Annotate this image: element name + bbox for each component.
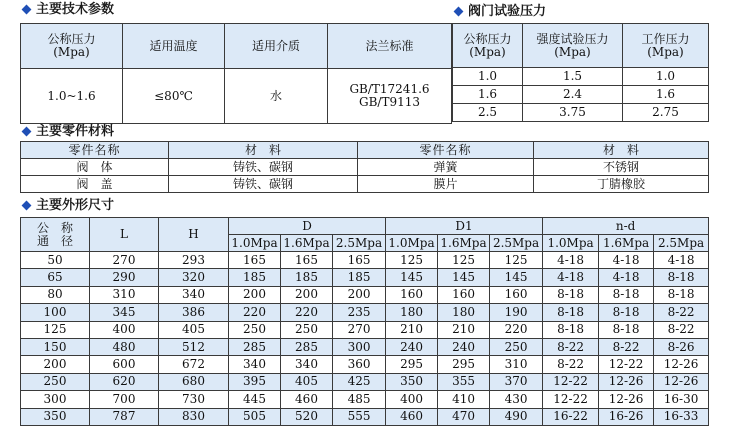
- table-row: [453, 86, 709, 104]
- table-row: [21, 269, 709, 286]
- table-cell: 185: [281, 269, 333, 286]
- table-cell: 145: [490, 269, 543, 286]
- table-cell: 290: [90, 269, 159, 286]
- header-cell: 适用温度: [123, 24, 225, 69]
- table-cell: 150: [21, 338, 90, 355]
- table-cell: 1.6: [623, 86, 709, 104]
- table-row: [21, 304, 709, 321]
- table-cell: 200: [229, 286, 281, 303]
- header-cell: 公称压力 (Mpa): [453, 24, 523, 68]
- table-cell: 430: [490, 391, 543, 408]
- table-cell: 350: [386, 373, 438, 390]
- table-row: [21, 338, 709, 355]
- nd-header-cell: n-d: [543, 218, 709, 235]
- table-row: [21, 286, 709, 303]
- table-cell: 8-22: [599, 338, 654, 355]
- table-cell: 165: [281, 252, 333, 269]
- table-cell: 425: [333, 373, 386, 390]
- table-cell: 270: [90, 252, 159, 269]
- table-cell: 1.5: [523, 68, 623, 86]
- table-cell: 200: [281, 286, 333, 303]
- table-cell: 405: [159, 321, 229, 338]
- table-cell: 125: [438, 252, 490, 269]
- table-row: [21, 176, 709, 193]
- table-cell: 8-22: [654, 321, 709, 338]
- table-cell: 125: [386, 252, 438, 269]
- table-cell: 200: [21, 356, 90, 373]
- table-cell: 460: [386, 408, 438, 425]
- table-cell: 400: [90, 321, 159, 338]
- table-cell: 285: [281, 338, 333, 355]
- diamond-bullet-icon: [22, 200, 32, 210]
- tech-params-table: [20, 23, 452, 124]
- section-title-parts: 主要零件材料: [20, 124, 114, 140]
- table-cell: 240: [386, 338, 438, 355]
- table-cell: 340: [159, 286, 229, 303]
- table-cell: 235: [333, 304, 386, 321]
- header-cell: 适用介质: [225, 24, 328, 69]
- table-row: [21, 391, 709, 408]
- table-row: [453, 68, 709, 86]
- header-cell: 法兰标准: [328, 24, 452, 69]
- table-cell: 250: [229, 321, 281, 338]
- table-cell: 2.4: [523, 86, 623, 104]
- table-cell: 270: [333, 321, 386, 338]
- pressure-header-cell: 1.6Mpa: [438, 235, 490, 252]
- table-header-row: [21, 218, 709, 235]
- table-header-row: [21, 142, 709, 159]
- table-cell: 膜片: [358, 176, 534, 193]
- table-cell: 310: [490, 356, 543, 373]
- table-cell: 295: [438, 356, 490, 373]
- table-cell: 360: [333, 356, 386, 373]
- table-cell: 160: [438, 286, 490, 303]
- table-header-row: [21, 24, 452, 69]
- diamond-bullet-icon: [22, 4, 32, 14]
- table-cell: 1.6: [453, 86, 523, 104]
- table-cell: 2.75: [623, 104, 709, 122]
- table-cell: 680: [159, 373, 229, 390]
- table-cell: 180: [438, 304, 490, 321]
- table-cell: 铸铁、碳钢: [169, 159, 358, 176]
- table-cell: 8-18: [599, 286, 654, 303]
- table-cell: 8-22: [654, 304, 709, 321]
- table-cell: 370: [490, 373, 543, 390]
- pressure-header-cell: 1.0Mpa: [386, 235, 438, 252]
- table-cell: 12-26: [599, 373, 654, 390]
- table-cell: 100: [21, 304, 90, 321]
- test-pressure-table: [452, 23, 709, 122]
- table-cell: 405: [281, 373, 333, 390]
- table-cell: 480: [90, 338, 159, 355]
- table-cell: 弹簧: [358, 159, 534, 176]
- table-cell: 386: [159, 304, 229, 321]
- table-cell: 285: [229, 338, 281, 355]
- table-row: [21, 252, 709, 269]
- table-cell: 12-26: [599, 391, 654, 408]
- table-cell: 16-30: [654, 391, 709, 408]
- table-cell: 460: [281, 391, 333, 408]
- table-cell: 145: [438, 269, 490, 286]
- table-cell: 410: [438, 391, 490, 408]
- table-cell: 555: [333, 408, 386, 425]
- table-cell: 180: [386, 304, 438, 321]
- table-cell: 4-18: [543, 252, 599, 269]
- table-cell: 490: [490, 408, 543, 425]
- table-cell: 1.0~1.6: [21, 69, 123, 124]
- table-cell: 8-18: [599, 304, 654, 321]
- section-title-dims: 主要外形尺寸: [20, 198, 114, 214]
- header-cell: 材 料: [169, 142, 358, 159]
- table-header-row: [453, 24, 709, 68]
- table-cell: 16-33: [654, 408, 709, 425]
- header-cell: 工作压力 (Mpa): [623, 24, 709, 68]
- table-row: [21, 159, 709, 176]
- header-cell: 材 料: [534, 142, 709, 159]
- table-cell: 165: [333, 252, 386, 269]
- table-cell: 65: [21, 269, 90, 286]
- table-cell: 12-22: [543, 391, 599, 408]
- table-cell: 185: [333, 269, 386, 286]
- table-cell: 400: [386, 391, 438, 408]
- table-cell: 2.5: [453, 104, 523, 122]
- table-cell: 8-18: [654, 286, 709, 303]
- table-cell: 250: [490, 338, 543, 355]
- table-cell: 300: [21, 391, 90, 408]
- table-cell: 8-18: [543, 286, 599, 303]
- table-cell: 470: [438, 408, 490, 425]
- table-cell: 350: [21, 408, 90, 425]
- section-title-test: 阀门试验压力: [452, 4, 546, 20]
- table-cell: 210: [386, 321, 438, 338]
- pressure-header-cell: 1.0Mpa: [229, 235, 281, 252]
- pressure-header-cell: 2.5Mpa: [490, 235, 543, 252]
- table-cell: 310: [90, 286, 159, 303]
- table-cell: 80: [21, 286, 90, 303]
- table-cell: 520: [281, 408, 333, 425]
- header-cell: 公称压力 (Mpa): [21, 24, 123, 69]
- table-cell: 160: [490, 286, 543, 303]
- table-cell: 1.0: [453, 68, 523, 86]
- table-cell: 160: [386, 286, 438, 303]
- pressure-header-cell: 1.6Mpa: [599, 235, 654, 252]
- section-title-tech: 主要技术参数: [20, 2, 114, 18]
- table-row: [21, 356, 709, 373]
- table-cell: 阀 盖: [21, 176, 169, 193]
- header-cell: 零件名称: [358, 142, 534, 159]
- table-cell: 16-22: [543, 408, 599, 425]
- pressure-header-cell: 2.5Mpa: [654, 235, 709, 252]
- table-cell: 8-18: [543, 321, 599, 338]
- table-cell: 295: [386, 356, 438, 373]
- header-cell: 强度试验压力 (Mpa): [523, 24, 623, 68]
- table-cell: 505: [229, 408, 281, 425]
- table-cell: 165: [229, 252, 281, 269]
- table-cell: 220: [490, 321, 543, 338]
- table-cell: 340: [281, 356, 333, 373]
- table-cell: 145: [386, 269, 438, 286]
- H-header-cell: H: [159, 218, 229, 252]
- table-cell: 250: [281, 321, 333, 338]
- table-cell: 293: [159, 252, 229, 269]
- header-cell: 零件名称: [21, 142, 169, 159]
- table-cell: 355: [438, 373, 490, 390]
- table-cell: 50: [21, 252, 90, 269]
- table-cell: 12-26: [654, 356, 709, 373]
- table-cell: ≤80℃: [123, 69, 225, 124]
- table-cell: 620: [90, 373, 159, 390]
- pressure-header-cell: 1.0Mpa: [543, 235, 599, 252]
- table-cell: 12-22: [543, 373, 599, 390]
- table-cell: 8-26: [654, 338, 709, 355]
- table-cell: 8-22: [543, 356, 599, 373]
- table-row: [21, 69, 452, 124]
- table-cell: 8-18: [543, 304, 599, 321]
- table-cell: GB/T17241.6 GB/T9113: [328, 69, 452, 124]
- table-cell: 125: [21, 321, 90, 338]
- table-cell: 700: [90, 391, 159, 408]
- pressure-header-cell: 1.6Mpa: [281, 235, 333, 252]
- L-header-cell: L: [90, 218, 159, 252]
- table-cell: 240: [438, 338, 490, 355]
- diamond-bullet-icon: [454, 6, 464, 16]
- parts-material-table: [20, 141, 709, 193]
- table-cell: 8-22: [543, 338, 599, 355]
- table-cell: 125: [490, 252, 543, 269]
- table-cell: 1.0: [623, 68, 709, 86]
- table-cell: 220: [229, 304, 281, 321]
- table-row: [21, 408, 709, 425]
- table-cell: 672: [159, 356, 229, 373]
- table-cell: 395: [229, 373, 281, 390]
- table-cell: 4-18: [654, 252, 709, 269]
- D1-header-cell: D1: [386, 218, 543, 235]
- table-cell: 787: [90, 408, 159, 425]
- table-cell: 4-18: [599, 252, 654, 269]
- table-cell: 4-18: [599, 269, 654, 286]
- table-cell: 12-22: [599, 356, 654, 373]
- table-cell: 210: [438, 321, 490, 338]
- table-cell: 8-18: [599, 321, 654, 338]
- table-cell: 830: [159, 408, 229, 425]
- table-cell: 220: [281, 304, 333, 321]
- table-cell: 水: [225, 69, 328, 124]
- table-cell: 丁腈橡胶: [534, 176, 709, 193]
- diamond-bullet-icon: [22, 126, 32, 136]
- table-row: [453, 104, 709, 122]
- table-cell: 600: [90, 356, 159, 373]
- dn-header-cell: 公 称 通 径: [21, 218, 90, 252]
- table-cell: 445: [229, 391, 281, 408]
- table-cell: 185: [229, 269, 281, 286]
- table-cell: 16-26: [599, 408, 654, 425]
- table-cell: 200: [333, 286, 386, 303]
- table-cell: 345: [90, 304, 159, 321]
- table-cell: 190: [490, 304, 543, 321]
- table-row: [21, 373, 709, 390]
- dimensions-body: [21, 252, 709, 426]
- pressure-header-cell: 2.5Mpa: [333, 235, 386, 252]
- table-cell: 不锈钢: [534, 159, 709, 176]
- dimensions-table: [20, 217, 709, 426]
- table-cell: 485: [333, 391, 386, 408]
- table-cell: 铸铁、碳钢: [169, 176, 358, 193]
- table-cell: 250: [21, 373, 90, 390]
- table-cell: 300: [333, 338, 386, 355]
- table-cell: 12-26: [654, 373, 709, 390]
- table-row: [21, 321, 709, 338]
- table-cell: 4-18: [543, 269, 599, 286]
- table-cell: 320: [159, 269, 229, 286]
- table-cell: 340: [229, 356, 281, 373]
- table-cell: 阀 体: [21, 159, 169, 176]
- D-header-cell: D: [229, 218, 386, 235]
- table-cell: 8-18: [654, 269, 709, 286]
- table-cell: 730: [159, 391, 229, 408]
- table-cell: 512: [159, 338, 229, 355]
- table-cell: 3.75: [523, 104, 623, 122]
